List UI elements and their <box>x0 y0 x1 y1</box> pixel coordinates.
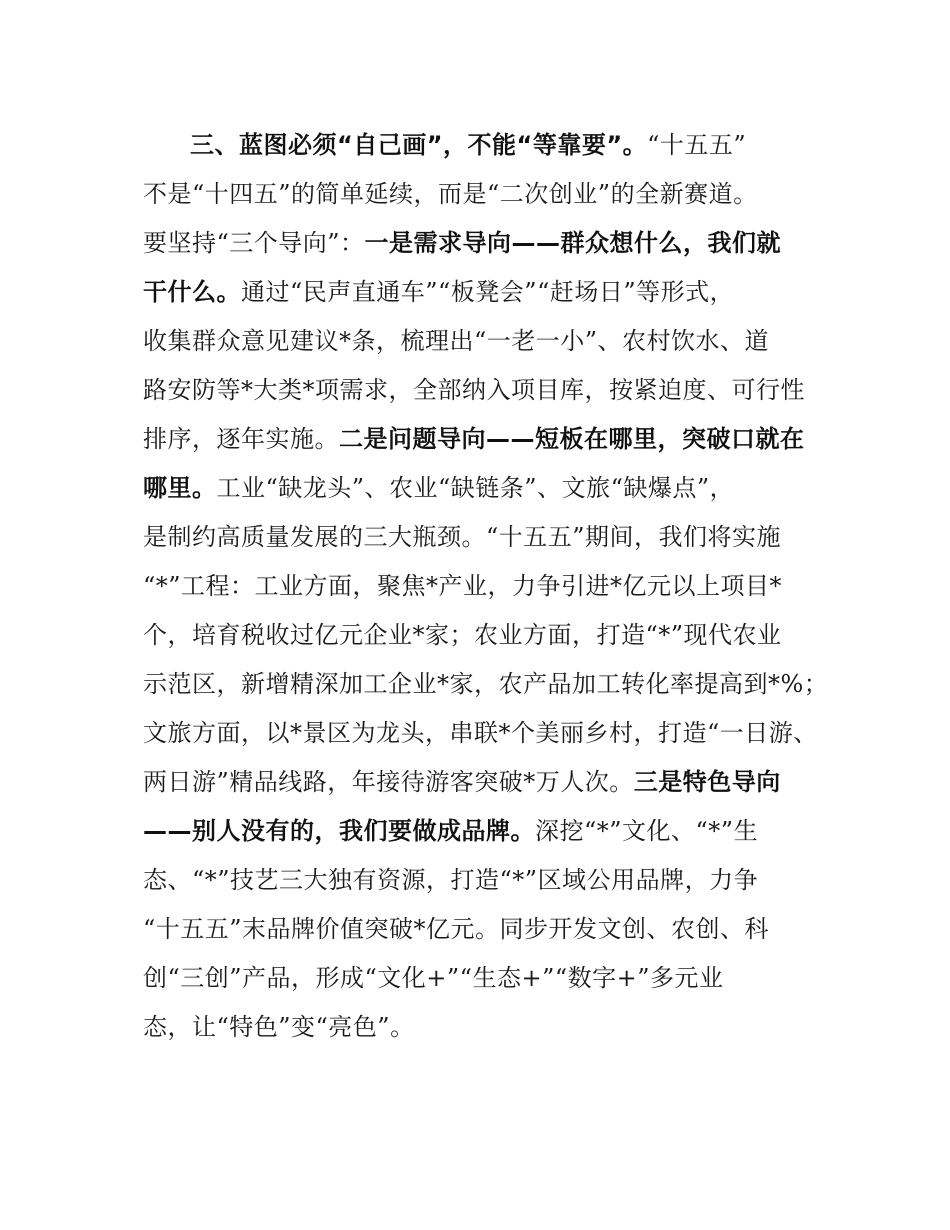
bold-span: 一是需求导向——群众想什么，我们就 <box>364 229 782 257</box>
text-span: 是制约高质量发展的三大瓶颈。“十五五”期间，我们将实施 <box>143 523 782 551</box>
line-9 <box>143 520 781 554</box>
line-3 <box>143 226 781 260</box>
bold-span: 哪里。 <box>143 474 217 502</box>
bold-span: 二是问题导向——短板在哪里，突破口就在 <box>339 425 805 453</box>
text-span: 排序，逐年实施。 <box>143 425 339 453</box>
text-span: 深挖“*”文化、“*”生 <box>535 817 759 845</box>
text-span: “十五五”末品牌价值突破*亿元。同步开发文创、农创、科 <box>143 915 770 943</box>
line-5 <box>143 324 769 358</box>
line-2 <box>143 177 758 211</box>
text-span: 路安防等*大类*项需求，全部纳入项目库，按紧迫度、可行性 <box>143 376 805 404</box>
line-16 <box>143 863 758 897</box>
bold-span: ——别人没有的，我们要做成品牌。 <box>143 817 535 845</box>
text-span: 创“三创”产品，形成“文化+”“生态+”“数字+”多元业 <box>143 964 724 992</box>
text-span: 态，让“特色”变“亮色”。 <box>143 1013 415 1041</box>
text-span: 个，培育税收过亿元企业*家；农业方面，打造“*”现代农业 <box>143 621 782 649</box>
line-12 <box>143 667 828 701</box>
text-span: 要坚持“三个导向”： <box>143 229 365 257</box>
line-7 <box>143 422 805 456</box>
text-span: 两日游”精品线路，年接待游客突破*万人次。 <box>143 768 634 796</box>
line-4 <box>143 275 734 309</box>
text-span: 示范区，新增精深加工企业*家，农产品加工转化率提高到*%； <box>143 670 829 698</box>
line-13 <box>143 716 818 750</box>
line-18 <box>143 961 723 995</box>
line-1 <box>190 128 746 162</box>
text-span: 态、“*”技艺三大独有资源，打造“*”区域公用品牌，力争 <box>143 866 759 894</box>
text-span: “十五五” <box>647 131 747 159</box>
text-span: “*”工程：工业方面，聚焦*产业，力争引进*亿元以上项目* <box>143 572 783 600</box>
text-span: 收集群众意见建议*条，梳理出“一老一小”、农村饮水、道 <box>143 327 770 355</box>
line-14 <box>143 765 781 799</box>
line-10 <box>143 569 782 603</box>
bold-span: 三是特色导向 <box>633 768 781 796</box>
line-11 <box>143 618 782 652</box>
line-17 <box>143 912 769 946</box>
text-span: 工业“缺龙头”、农业“缺链条”、文旅“缺爆点”， <box>216 474 735 502</box>
text-span: 通过“民声直通车”“板凳会”“赶场日”等形式， <box>241 278 735 306</box>
line-6 <box>143 373 805 407</box>
line-15 <box>143 814 758 848</box>
line-8 <box>143 471 734 505</box>
line-19 <box>143 1010 415 1044</box>
bold-span: 干什么。 <box>143 278 241 306</box>
text-span: 文旅方面，以*景区为龙头，串联*个美丽乡村，打造“一日游、 <box>143 719 818 747</box>
text-span: 不是“十四五”的简单延续，而是“二次创业”的全新赛道。 <box>143 180 758 208</box>
heading-span: 三、蓝图必须“自己画”，不能“等靠要”。 <box>190 131 648 159</box>
